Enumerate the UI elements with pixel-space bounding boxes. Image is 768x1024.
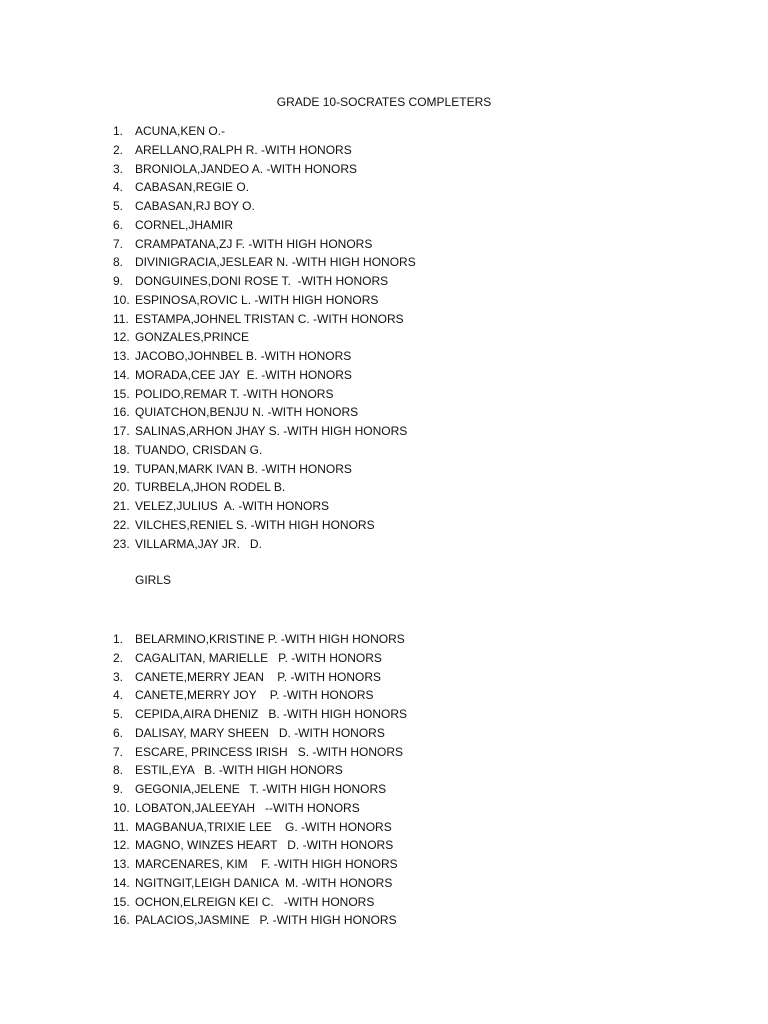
list-item: [113, 366, 416, 385]
list-item-number: 21.: [113, 499, 130, 513]
list-item: [113, 328, 416, 347]
list-item-text: DONGUINES,DONI ROSE T. -WITH HONORS: [135, 274, 389, 288]
list-item-number: 5.: [113, 199, 124, 213]
list-item: [113, 836, 407, 855]
list-item: [113, 516, 416, 535]
list-item: [113, 724, 407, 743]
list-item-number: 9.: [113, 274, 124, 288]
list-item: [113, 385, 416, 404]
list-item: [113, 422, 416, 441]
list-item-number: 17.: [113, 424, 130, 438]
list-item-number: 20.: [113, 480, 130, 495]
list-item-number: 16.: [113, 913, 130, 928]
list-item-text: VELEZ,JULIUS A. -WITH HONORS: [135, 499, 330, 513]
list-item-text: POLIDO,REMAR T. -WITH HONORS: [135, 386, 334, 401]
list-item-number: 5.: [113, 707, 124, 721]
list-item-text: CANETE,MERRY JOY P. -WITH HONORS: [135, 688, 374, 703]
list-item-text: ESTAMPA,JOHNEL TRISTAN C. -WITH HONORS: [135, 311, 404, 326]
list-item: [113, 705, 407, 724]
list-item: [113, 911, 407, 930]
list-item: [113, 743, 407, 762]
list-item-number: 23.: [113, 536, 130, 551]
list-item-text: ARELLANO,RALPH R. -WITH HONORS: [135, 142, 352, 157]
list-item-text: MORADA,CEE JAY E. -WITH HONORS: [135, 367, 352, 382]
list-item: [113, 761, 407, 780]
list-item: [113, 668, 407, 687]
list-item: [113, 235, 416, 254]
list-item: [113, 497, 416, 516]
list-item-text: CRAMPATANA,ZJ F. -WITH HIGH HONORS: [135, 236, 373, 251]
list-item-text: BRONIOLA,JANDEO A. -WITH HONORS: [135, 161, 358, 176]
list-item-number: 14.: [113, 875, 130, 890]
list-item-number: 15.: [113, 894, 130, 909]
list-item-text: CANETE,MERRY JEAN P. -WITH HONORS: [135, 669, 382, 684]
list-item-text: OCHON,ELREIGN KEI C. -WITH HONORS: [135, 894, 375, 909]
list-item-text: ESCARE, PRINCESS IRISH S. -WITH HONORS: [135, 744, 404, 759]
list-item-number: 16.: [113, 405, 130, 420]
list-item-text: CAGALITAN, MARIELLE P. -WITH HONORS: [135, 650, 382, 665]
list-item: [113, 780, 407, 799]
list-item-number: 13.: [113, 349, 130, 363]
list-item: [113, 197, 416, 216]
list-item: [113, 403, 416, 422]
list-item-number: 12.: [113, 838, 130, 853]
list-item-number: 1.: [113, 124, 124, 138]
girls-list: [113, 630, 407, 930]
list-item-text: MAGBANUA,TRIXIE LEE G. -WITH HONORS: [135, 819, 392, 834]
list-item: [113, 478, 416, 497]
list-item-number: 18.: [113, 442, 130, 457]
list-item-text: CABASAN,REGIE O.: [135, 180, 250, 195]
list-item-text: JACOBO,JOHNBEL B. -WITH HONORS: [135, 349, 352, 363]
list-item-number: 10.: [113, 800, 130, 815]
list-item-number: 13.: [113, 857, 130, 871]
list-item-number: 6.: [113, 725, 124, 740]
list-item-text: QUIATCHON,BENJU N. -WITH HONORS: [135, 405, 359, 420]
list-item-number: 15.: [113, 386, 130, 401]
list-item-number: 8.: [113, 255, 124, 270]
list-item-number: 2.: [113, 650, 124, 665]
list-item-text: CABASAN,RJ BOY O.: [135, 199, 255, 213]
list-item: [113, 818, 407, 837]
list-item-text: ESTIL,EYA B. -WITH HIGH HONORS: [135, 763, 343, 778]
list-item: [113, 460, 416, 479]
list-item-text: GEGONIA,JELENE T. -WITH HIGH HONORS: [135, 782, 387, 796]
list-item-number: 14.: [113, 367, 130, 382]
list-item-text: SALINAS,ARHON JHAY S. -WITH HIGH HONORS: [135, 424, 408, 438]
list-item-text: VILCHES,RENIEL S. -WITH HIGH HONORS: [135, 517, 375, 532]
list-item: [113, 347, 416, 366]
list-item: [113, 178, 416, 197]
list-item-number: 4.: [113, 688, 124, 703]
list-item-number: 7.: [113, 744, 124, 759]
list-item: [113, 160, 416, 179]
list-item-number: 4.: [113, 180, 124, 195]
list-item-text: MAGNO, WINZES HEART D. -WITH HONORS: [135, 838, 394, 853]
list-item-number: 8.: [113, 763, 124, 778]
list-item-number: 10.: [113, 292, 130, 307]
document-title-text: GRADE 10-SOCRATES COMPLETERS: [276, 95, 492, 109]
list-item: [113, 441, 416, 460]
list-item-text: PALACIOS,JASMINE P. -WITH HIGH HONORS: [135, 913, 397, 928]
list-item: [113, 253, 416, 272]
list-item-text: MARCENARES, KIM F. -WITH HIGH HONORS: [135, 857, 398, 871]
list-item-text: ESPINOSA,ROVIC L. -WITH HIGH HONORS: [135, 292, 379, 307]
list-item: [113, 630, 407, 649]
list-item: [113, 686, 407, 705]
list-item-text: VILLARMA,JAY JR. D.: [135, 536, 262, 551]
list-item-text: CORNEL,JHAMIR: [135, 217, 234, 232]
list-item: [113, 535, 416, 554]
list-item-number: 11.: [113, 819, 129, 834]
list-item-number: 12.: [113, 330, 130, 345]
girls-heading: GIRLS: [135, 573, 172, 587]
list-item: [113, 216, 416, 235]
list-item-text: DIVINIGRACIA,JESLEAR N. -WITH HIGH HONORS: [135, 255, 416, 270]
list-item-number: 9.: [113, 782, 124, 796]
list-item: [113, 874, 407, 893]
list-item-number: 11.: [113, 311, 129, 326]
list-item-number: 2.: [113, 142, 124, 157]
list-item: [113, 141, 416, 160]
boys-list: [113, 122, 416, 553]
list-item: [113, 649, 407, 668]
list-item-text: TURBELA,JHON RODEL B.: [135, 480, 286, 495]
list-item-text: TUPAN,MARK IVAN B. -WITH HONORS: [135, 461, 352, 476]
list-item: [113, 122, 416, 141]
list-item-number: 3.: [113, 161, 124, 176]
list-item-number: 3.: [113, 669, 124, 684]
list-item-text: BELARMINO,KRISTINE P. -WITH HIGH HONORS: [135, 632, 405, 646]
list-item: [113, 291, 416, 310]
list-item-number: 6.: [113, 217, 124, 232]
list-item: [113, 799, 407, 818]
list-item-number: 22.: [113, 517, 130, 532]
list-item-number: 1.: [113, 632, 124, 646]
list-item-text: GONZALES,PRINCE: [135, 330, 250, 345]
list-item-text: DALISAY, MARY SHEEN D. -WITH HONORS: [135, 725, 385, 740]
list-item-number: 19.: [113, 461, 130, 476]
list-item-text: CEPIDA,AIRA DHENIZ B. -WITH HIGH HONORS: [135, 707, 408, 721]
list-item: [113, 310, 416, 329]
document-title: [0, 94, 768, 110]
list-item-number: 7.: [113, 236, 124, 251]
list-item-text: NGITNGIT,LEIGH DANICA M. -WITH HONORS: [135, 875, 393, 890]
list-item: [113, 272, 416, 291]
list-item-text: TUANDO, CRISDAN G.: [135, 442, 263, 457]
list-item-text: ACUNA,KEN O.-: [135, 124, 226, 138]
list-item: [113, 855, 407, 874]
list-item-text: LOBATON,JALEEYAH --WITH HONORS: [135, 800, 360, 815]
list-item: [113, 893, 407, 912]
